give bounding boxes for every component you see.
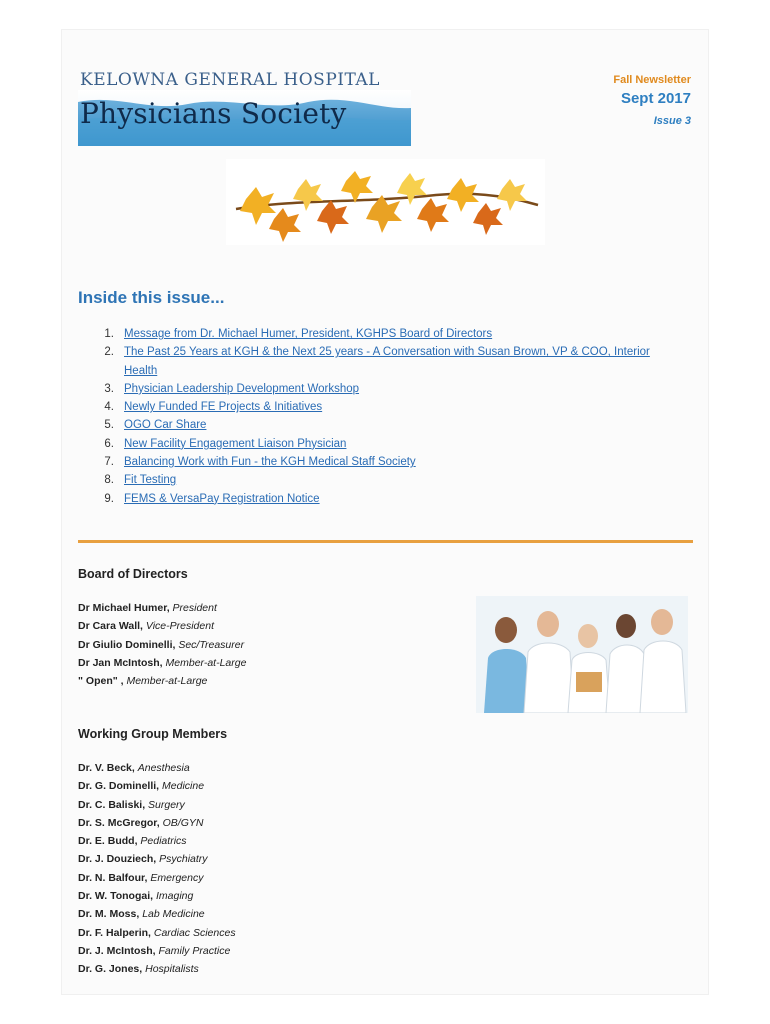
- working-group-member: [78, 759, 236, 777]
- member-name: " Open" ,: [78, 675, 127, 688]
- contents-item-number: 9.: [104, 492, 114, 505]
- member-role: Member-at-Large: [165, 656, 247, 669]
- working-group-list: [78, 759, 236, 979]
- member-role: Cardiac Sciences: [153, 926, 236, 939]
- member-role: President: [172, 602, 217, 614]
- contents-item[interactable]: [94, 380, 684, 398]
- working-group-member: [78, 942, 236, 960]
- member-name: Dr. G. Jones,: [78, 963, 146, 976]
- board-member: [78, 636, 246, 654]
- contents-item[interactable]: [94, 453, 684, 471]
- member-name: Dr. S. McGregor,: [78, 816, 163, 829]
- contents-item-link[interactable]: Newly Funded FE Projects & Initiatives: [124, 401, 323, 414]
- member-role: Anesthesia: [137, 762, 190, 774]
- contents-item-link[interactable]: Message from Dr. Michael Humer, President, KGHPS Board of Directors: [124, 328, 493, 340]
- member-role: Lab Medicine: [142, 908, 205, 921]
- member-name: Dr Cara Wall,: [78, 620, 146, 633]
- working-group-member: [78, 869, 236, 887]
- working-group-member: [78, 905, 236, 923]
- member-name: Dr. M. Moss,: [78, 908, 143, 921]
- contents-item-link[interactable]: Physician Leadership Development Workshop: [124, 382, 360, 395]
- kgh-physicians-society-logo: [78, 70, 411, 146]
- member-role: Sec/Treasurer: [178, 638, 245, 651]
- contents-item-number: 3.: [104, 382, 114, 395]
- board-member: [78, 672, 246, 690]
- contents-item[interactable]: [94, 435, 684, 453]
- contents-item[interactable]: [94, 490, 684, 508]
- member-role: Member-at-Large: [126, 675, 208, 688]
- working-group-member: [78, 887, 236, 905]
- contents-item-link[interactable]: Balancing Work with Fun - the KGH Medical Staff Society: [124, 456, 416, 469]
- working-group-member: [78, 850, 236, 868]
- board-member: [78, 654, 246, 672]
- member-role: Imaging: [155, 890, 194, 903]
- member-role: Emergency: [150, 871, 204, 884]
- member-name: Dr Jan McIntosh,: [78, 656, 166, 669]
- contents-item-link[interactable]: New Facility Engagement Liaison Physician: [124, 437, 347, 450]
- member-name: Dr. C. Baliski,: [78, 798, 149, 811]
- contents-item-number: 8.: [104, 474, 114, 487]
- logo-society-name: Physicians Society: [80, 97, 347, 130]
- member-role: Family Practice: [158, 944, 231, 957]
- issue-info: [613, 74, 691, 127]
- member-role: OB/GYN: [162, 816, 204, 829]
- board-member: [78, 599, 246, 617]
- member-role: Surgery: [148, 798, 185, 811]
- contents-item-number: 6.: [104, 437, 114, 450]
- member-name: Dr. J. McIntosh,: [78, 944, 159, 957]
- member-name: Dr Michael Humer,: [78, 602, 173, 614]
- contents-item-number: 2.: [104, 346, 114, 359]
- member-name: Dr. F. Halperin,: [78, 926, 154, 939]
- member-name: Dr. J. Douziech,: [78, 853, 160, 866]
- contents-item-number: 7.: [104, 456, 114, 469]
- newsletter-page: [61, 29, 709, 995]
- issue-date: Sept 2017: [620, 90, 691, 107]
- member-name: Dr. N. Balfour,: [78, 871, 151, 884]
- contents-item-link[interactable]: FEMS & VersaPay Registration Notice: [124, 492, 320, 505]
- contents-list: [94, 325, 684, 508]
- contents-item[interactable]: [94, 325, 684, 343]
- leaf: [240, 187, 276, 225]
- contents-item-link[interactable]: The Past 25 Years at KGH & the Next 25 years - A Conversation with Susan Brown, VP & COO, Interior Health: [124, 346, 650, 377]
- section-divider: [78, 540, 693, 543]
- working-group-member: [78, 814, 236, 832]
- member-role: Medicine: [162, 780, 205, 793]
- member-role: Pediatrics: [140, 835, 187, 848]
- working-group-member: [78, 796, 236, 814]
- board-heading: Board of Directors: [78, 567, 188, 581]
- member-name: Dr. V. Beck,: [78, 762, 138, 774]
- working-group-heading: Working Group Members: [78, 727, 228, 741]
- contents-item[interactable]: [94, 398, 684, 416]
- member-role: Hospitalists: [145, 963, 199, 976]
- contents-item-number: 4.: [104, 401, 114, 414]
- contents-item-number: 1.: [104, 328, 114, 340]
- working-group-member: [78, 924, 236, 942]
- board-members-list: [78, 599, 246, 690]
- issue-number: Issue 3: [653, 115, 691, 127]
- member-role: Vice-President: [145, 620, 214, 633]
- contents-item-link[interactable]: OGO Car Share: [124, 419, 207, 432]
- member-name: Dr Giulio Dominelli,: [78, 638, 179, 651]
- contents-item[interactable]: [94, 471, 684, 489]
- member-name: Dr. G. Dominelli,: [78, 780, 163, 793]
- contents-item[interactable]: [94, 416, 684, 434]
- issue-label: Fall Newsletter: [613, 74, 691, 86]
- member-name: Dr. E. Budd,: [78, 835, 141, 848]
- board-member: [78, 617, 246, 635]
- member-role: Psychiatry: [159, 853, 208, 866]
- contents-item-link[interactable]: Fit Testing: [124, 474, 177, 487]
- logo-hospital-name: KELOWNA GENERAL HOSPITAL: [80, 70, 380, 90]
- working-group-member: [78, 832, 236, 850]
- autumn-leaves-image: [226, 159, 545, 245]
- working-group-member: [78, 960, 236, 978]
- member-name: Dr. W. Tonogai,: [78, 890, 156, 903]
- contents-item-number: 5.: [104, 419, 114, 432]
- working-group-member: [78, 777, 236, 795]
- contents-item[interactable]: [94, 343, 684, 380]
- contents-heading: Inside this issue...: [78, 288, 225, 307]
- physicians-group-photo: [476, 596, 688, 713]
